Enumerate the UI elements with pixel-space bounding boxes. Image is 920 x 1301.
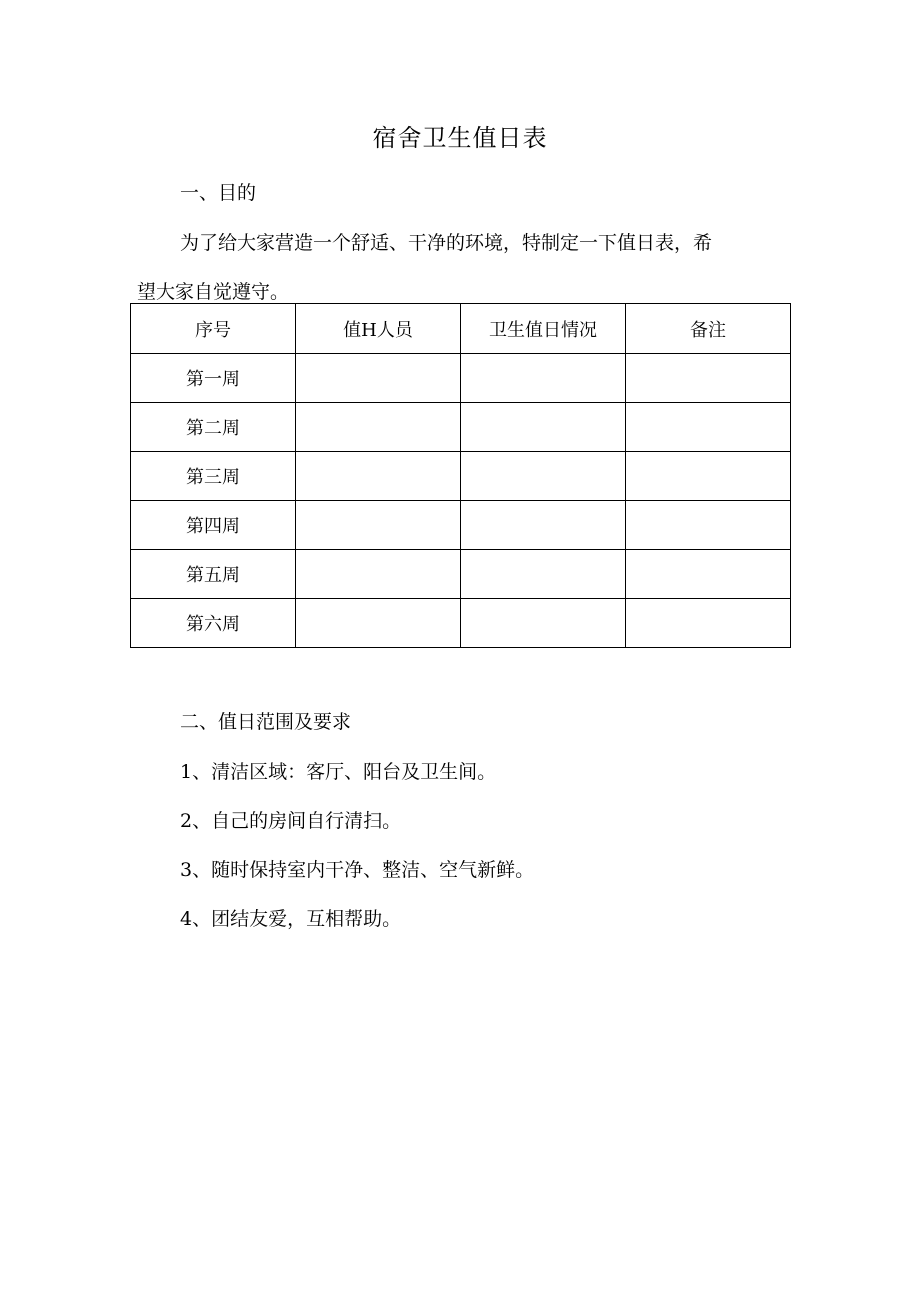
- week-cell: 第一周: [131, 354, 296, 403]
- column-header-person: 值H人员: [296, 304, 461, 354]
- status-cell: [461, 599, 626, 648]
- remark-cell: [626, 550, 791, 599]
- remark-cell: [626, 354, 791, 403]
- table-header-row: [131, 304, 791, 354]
- remark-cell: [626, 501, 791, 550]
- section1-paragraph-line1: 为了给大家营造一个舒适、干净的环境，特制定一下值日表，希: [180, 232, 713, 254]
- person-cell: [296, 501, 461, 550]
- person-cell: [296, 550, 461, 599]
- status-cell: [461, 452, 626, 501]
- status-cell: [461, 354, 626, 403]
- column-header-status: 卫生值日情况: [461, 304, 626, 354]
- person-cell: [296, 599, 461, 648]
- table-row: [131, 599, 791, 648]
- week-cell: 第四周: [131, 501, 296, 550]
- person-cell: [296, 403, 461, 452]
- section1-heading: 一、目的: [180, 182, 257, 204]
- requirement-item: 1、清洁区域：客厅、阳台及卫生间。: [180, 761, 497, 783]
- person-cell: [296, 354, 461, 403]
- status-cell: [461, 403, 626, 452]
- person-cell: [296, 452, 461, 501]
- page-title: 宿舍卫生值日表: [372, 124, 548, 152]
- week-cell: 第六周: [131, 599, 296, 648]
- table-row: [131, 354, 791, 403]
- week-cell: 第二周: [131, 403, 296, 452]
- remark-cell: [626, 599, 791, 648]
- requirement-item: 3、随时保持室内干净、整洁、空气新鲜。: [180, 859, 535, 881]
- week-cell: 第三周: [131, 452, 296, 501]
- section1-paragraph-line2: 望大家自觉遵守。: [137, 281, 290, 303]
- column-header-number: 序号: [131, 304, 296, 354]
- remark-cell: [626, 452, 791, 501]
- requirement-item: 2、自己的房间自行清扫。: [180, 810, 402, 832]
- section2-heading: 二、值日范围及要求: [180, 711, 352, 733]
- remark-cell: [626, 403, 791, 452]
- status-cell: [461, 501, 626, 550]
- requirement-item: 4、团结友爱，互相帮助。: [180, 908, 402, 930]
- table-row: [131, 501, 791, 550]
- table-row: [131, 452, 791, 501]
- week-cell: 第五周: [131, 550, 296, 599]
- column-header-remark: 备注: [626, 304, 791, 354]
- status-cell: [461, 550, 626, 599]
- table-row: [131, 550, 791, 599]
- duty-table: [130, 303, 791, 648]
- table-row: [131, 403, 791, 452]
